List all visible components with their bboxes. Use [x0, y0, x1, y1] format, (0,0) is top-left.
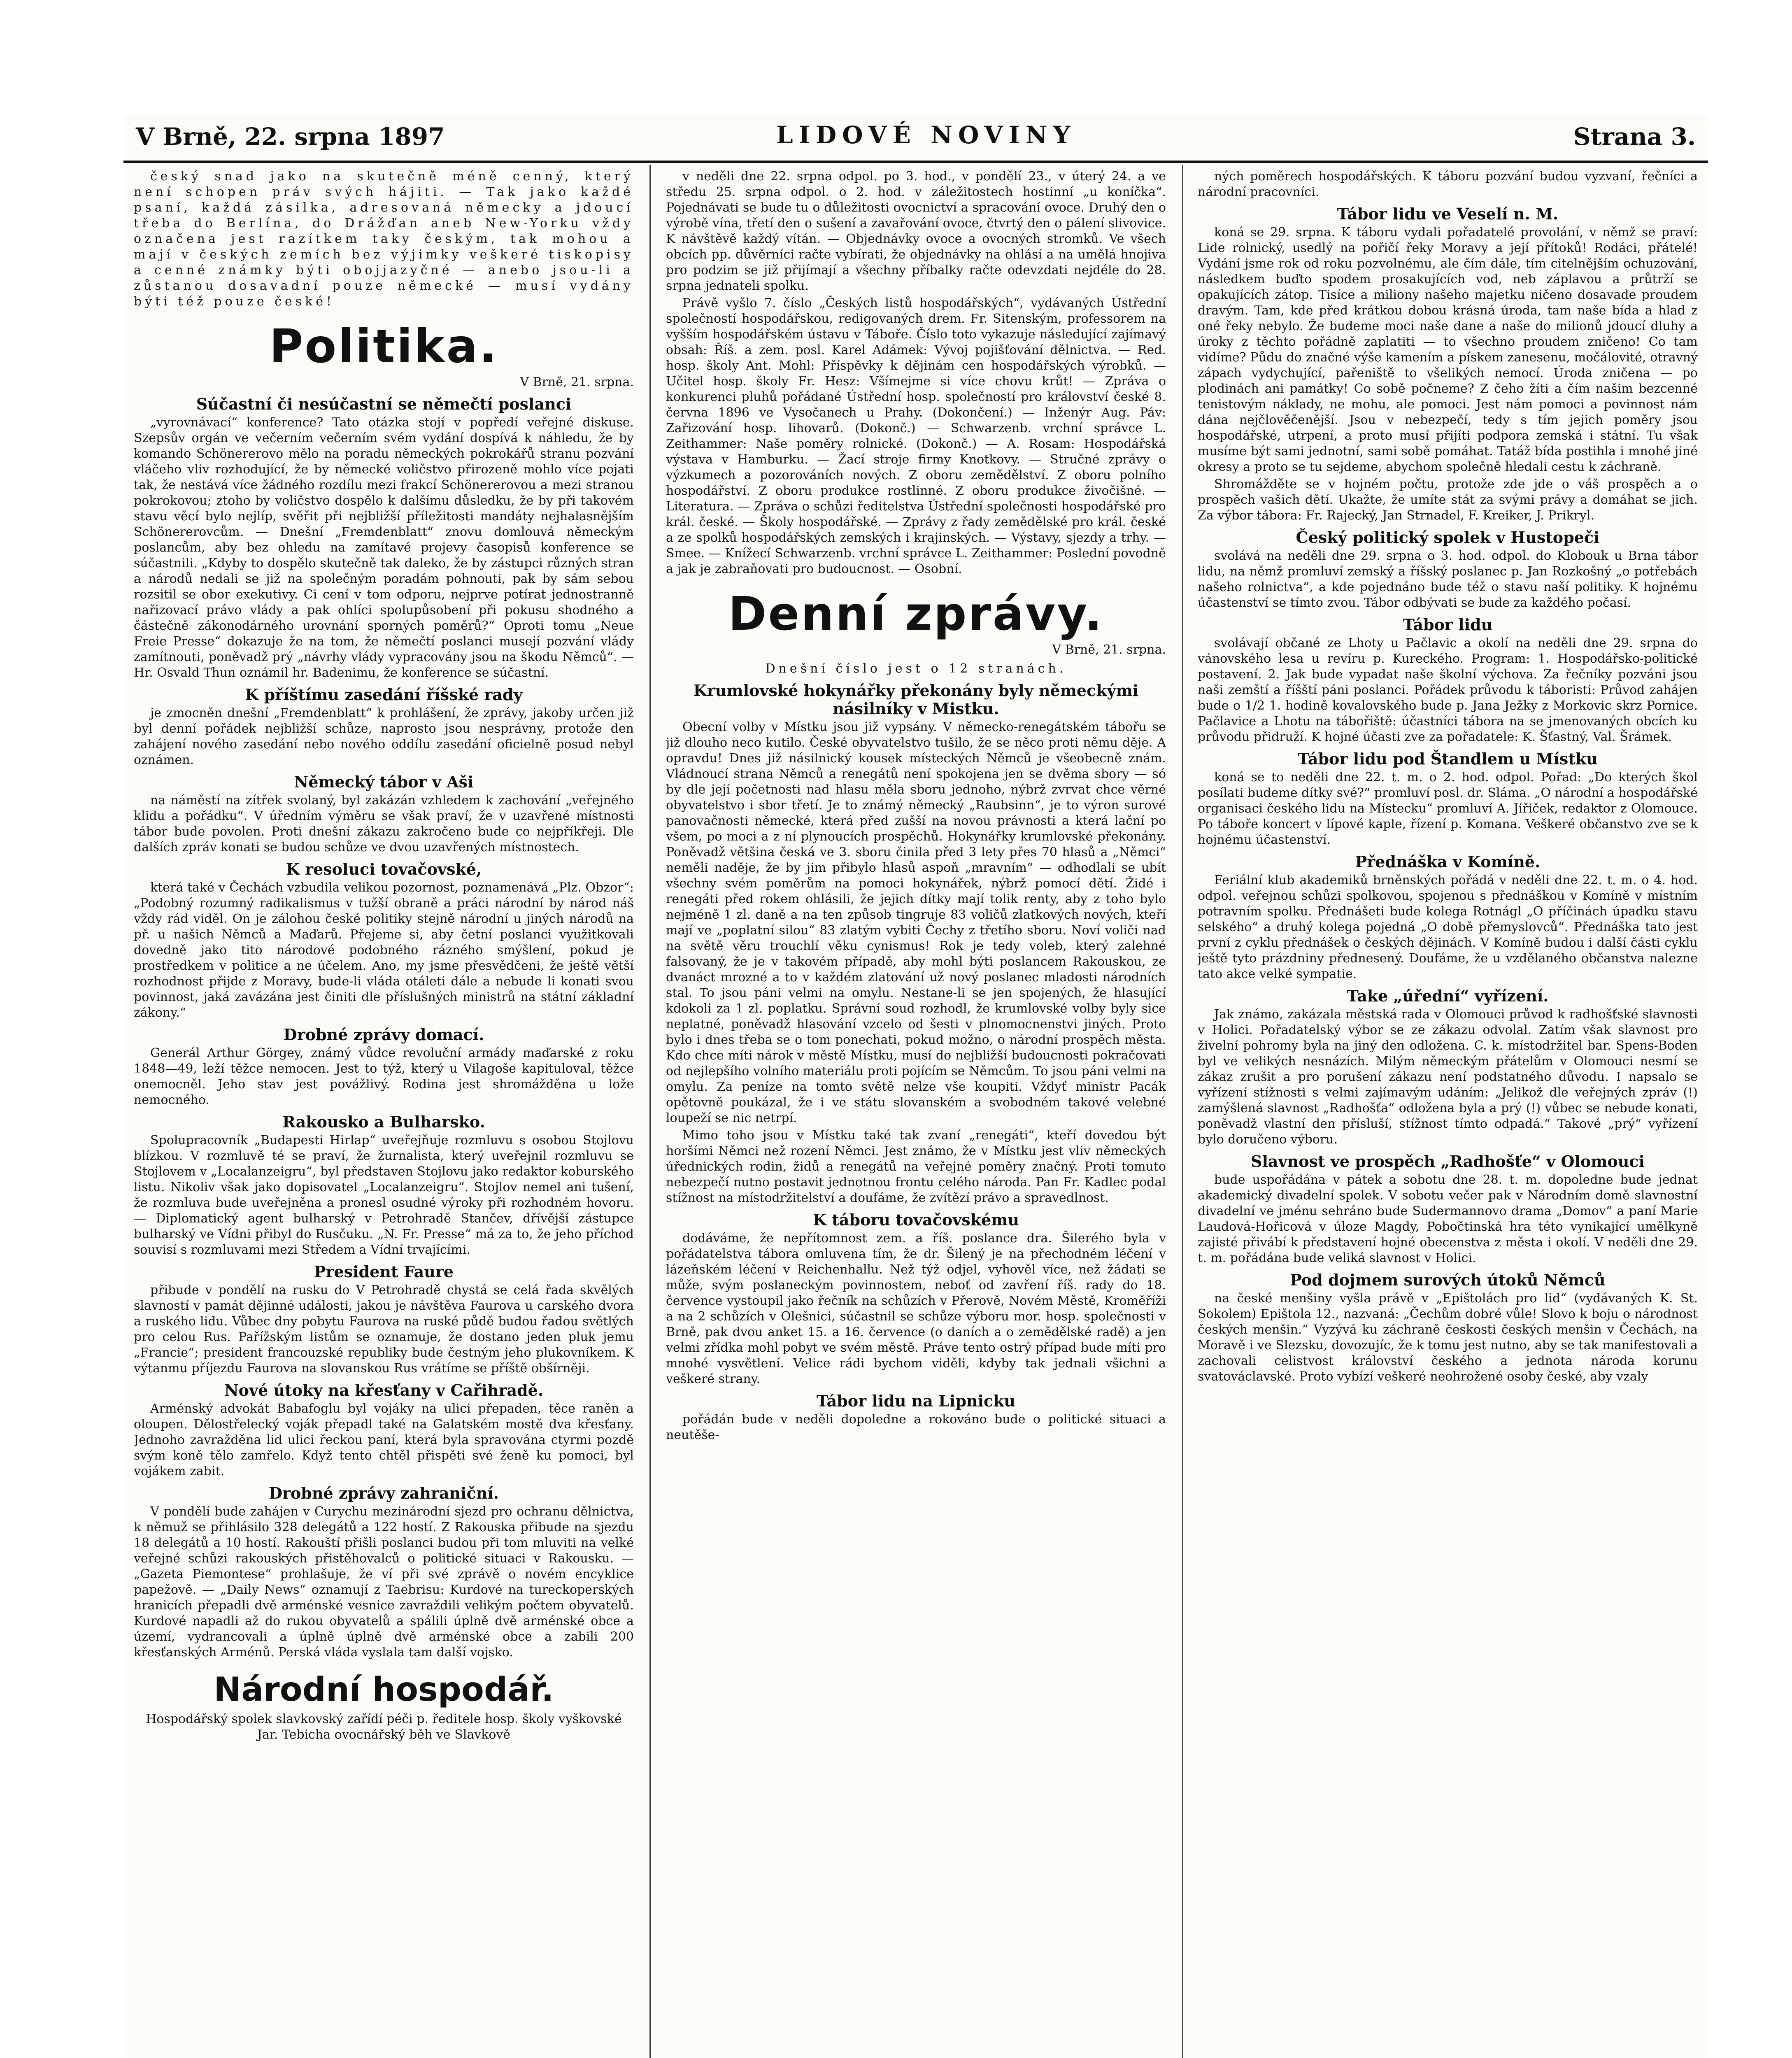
article-heading: Slavnost ve prospěch „Radhošťe“ v Olomouci — [1251, 1152, 1645, 1171]
article-text: Mimo toho jsou v Místku také tak zvaní „renegáti“, kteří dovedou být horšími Němci než rození Němci. Jest známo, že v Místku jest vliv německých úřednických rodin, židů a renegátů na veřejné poměry značný. Proti tomuto nebezpečí nutno postavit jednotnou frontu celého národa. Pan Fr. Kadlec podal stížnost na místodržitelství a doufáme, že zvítězí právo a spravedlnost. — [666, 1128, 1166, 1205]
dateline: V Brně, 21. srpna. — [520, 375, 634, 389]
page-number: Strana 3. — [1573, 123, 1696, 151]
article-text: na české menšiny vyšla právě v „Epištolách pro lid“ (vydávaných K. St. Sokolem) Epištola 12., nazvaná: „Čechům dobré vůle! Slovo k boju o národnost českých menšin.“ Vyzývá ku záchraně českosti českých menšin v Čechách, na Moravě i ve Slezsku, dovozujíc, že k tomu jest nutno, aby se tak manifestovali a zachovali celistvost království českého a jednota národa korunu svatováclavské. Proto vybízí veškeré neohrožené osoby české, aby vzaly — [1198, 1291, 1698, 1384]
article-text: „vyrovnávací“ konference? Tato otázka stojí v popředí veřejné diskuse. Szepsův orgán ve večerním večerním svém vydání dospívá k náhledu, že by komando Schönererovo mělo na poradu německých pokrokářů stranu pozvání vláčeho vliv rozhodující, že by německé voličstvo přirozeně mohlo více pojati tak, že nestává více žádného rozdílu mezi frakcí Schönererovou a mezi stranou pokrokovou; ztoho by voličstvo dospělo k dalšímu důsledku, že by při takovém stavu věcí bylo nejlíp, svěřit při nejbližší příležitosti mandáty nejhalasnějším Schönererovcům. — Dnešní „Fremdenblatt“ znovu domlouvá německým poslancům, aby bez ohledu na zamítavé projevy časopisů konference se súčastnili. „Kdyby to dospělo skutečně tak daleko, že by zástupci různých stran a národů nedali se již na společným poradám pohnouti, pak by sám sebou rozsitil se obor exekutivy. Ci cení v tom odporu, nejprve potírat jednostranně nařizovací právo vlády a pak ohlíci spolupůsobení při pokusu shodného a částečně zákonodárného urovnání sporných poměrů?“ Oproti tomu „Neue Freie Presse“ dokazuje že na tom, že němečtí poslanci musejí pozvání vlády zamítnouti, poněvadž prý „návrhy vlády vypracovány jsou na škodu Němců“. — Hr. Osvald Thun oznámil hr. Badenimu, že konference se súčastní. — [134, 415, 634, 680]
article-text: Obecní volby v Místku jsou již vypsány. V německo-renegátském tábořu se již dlouho neco kutilo. České obyvatelstvo tušilo, že se něco proti němu děje. A opravdu! Dnes již násilnický kousek místeckých Němců je všeobecně znám. Vládnoucí strana Němců a renegátů není spokojena jen se dvěma sbory — só by dle její početnosti nad hlasu měla sboru jednoho, nýbrž zvrvat chce věrné obyvatelstvo i sbor třetí. Je to známý německý „Raubsinn“, je to výron surové panovačnosti německé, která před zušší na novou právnosti a která lační po všem, po moci a z ní plynoucích prospěchů. Hokynářky krumlovské překonány. Poněvadž většina česká ve 3. sboru činila před 3 lety přes 70 hlasů a „Němci“ neměli naděje, že by jim přibylo hlasů aspoň „mravním“ — odhodlali se ubít všechny svém poměrům na pomoci hokynářek, nýbrž pomocí dětí. Židé i renegáti před rokem ohlásili, že jejich dítky mají tolik renty, aby z toho bylo nejméně 1 zl. daně a na ten způsob tingruje 83 voličů zlatkových nových, kteří mají ve „poplatní silou“ 83 zlatým vybiti Čechy z třetího sboru. Noví voliči nad na světě věru trouchlí věku cynismus! Rok je tedy voleb, který zalehné falsovaný, že je v takovém případě, aby mohl býti poslancem Rakouskou, ze dvanáct mrozné a to v každém zlatování už nový poslanec mladosti národních stal. To jsou páni velmi na omylu. Nestane-li se jen spojených, že hlasující kdokoli za 1 zl. poplatku. Správní soud rozhodl, že krumlovské volby byly sice neplatné, poněvadž hlasování vzcelo od šesti v plnomocnenstvi jiných. Proto bylo i dnes třeba se o tom ponechati, pokud možno, o národní prospěch města. Kdo chce míti nárok v městě Místku, musí do nejbližší budoucnosti pokračovati od nejlepšího volního materiálu proti pojícím se Němcům. To jsou páni velmi na omylu. Za peníze na tomto světě nelze vše koupiti. Vždyť ministr Pacák opětovně poukázal, že i ve státu slovanském a svobodném takové velebné loupeží se nic netrpí. — [666, 720, 1166, 1125]
article-heading: K příštímu zasedání říšské rady — [245, 685, 523, 704]
article-heading: Tábor lidu pod Štandlem u Místku — [1298, 750, 1598, 768]
article-text: která také v Čechách vzbudila velikou pozornost, poznamenává „Plz. Obzor“: „Podobný rozumný radikalismus v tužší obraně a práci národní by národ náš vždy rád viděl. On je zálohou české politiky stejně národní u jiných národů na př. u našich Němců a Maďarů. Přejeme si, aby četní poslanci využitkovali dovedně jako tito národové podobného rázného smýšlení, pokud je prostředkem v politice a ne účelem. Ano, my jsme přesvědčeni, že ještě větší rozhodnost přijde z Moravy, bude-li vláda otáleti dále a nebude li konati svou povinnost, jaká zavázána jest činiti dle příslušných ministrů na státní základní zákony.“ — [134, 880, 634, 1020]
column-divider — [649, 165, 651, 2058]
dateline: V Brně, 21. srpna. — [1052, 643, 1166, 657]
article-continuation: český snad jako na skutečně méně cenný, který není schopen práv svých hájiti. — Tak jako každé psaní, každá zásilka, adresovaná německy a jdoucí třeba do Berlína, do Drážďan aneb New-Yorku vždy označena jest razítkem taky českým, tak mohou a mají v českých zemích bez výjimky veškeré tiskopisy a cenné známky býti obojjazyčné — anebo jsou-li a zůstanou dosavadní pouze německé — musí vydány býti též pouze české! — [134, 169, 634, 309]
article-heading: Súčastní či nesúčastní se němečtí poslanci — [196, 395, 572, 413]
article-text: na náměstí na zítřek svolaný, byl zakázán vzhledem k zachování „veřejného klidu a pořádku“. V úředním výměru se však praví, že v uzavřené místnosti tábor bude povolen. Proti dnešní zákazu zakročeno bude co nejpříkřeji. Dle dalších zpráv konati se budou schůze ve dvou uzavřených místnostech. — [134, 793, 634, 854]
article-heading: Pod dojmem surových útoků Němců — [1290, 1271, 1606, 1289]
article-heading: President Faure — [314, 1262, 454, 1281]
article-heading: K resoluci tovačovské, — [286, 860, 482, 878]
issue-note: Dnešní číslo jest o 12 stranách. — [765, 661, 1067, 676]
article-text: v neděli dne 22. srpna odpol. po 3. hod., v pondělí 23., v úterý 24. a ve středu 25. srpna odpol. o 2. hod. v záležitostech hostinní „u koníčka“. Pojednávati se bude tu o důležitosti ovocnictví a spracování ovoce. Druhý den o výrobě vína, třetí den o sušení a zavařování ovoce, čtvrtý den o pálení slivovice. K návštěvě každý vítán. — Objednávky ovoce a ovocných stromků. Ve všech obcích pp. důvěrníci račte vybírati, že objednávky na ohlásí a na umělá hnojiva pro podzim se již přijímají a všechny příbalky račte odevzdati nejdéle do 28. srpna jednateli spolku. — [666, 169, 1166, 293]
article-heading: Take „úřední“ vyřízení. — [1347, 987, 1549, 1005]
article-heading: Německý tábor v Aši — [294, 773, 474, 791]
newspaper-page — [123, 115, 1708, 2058]
section-title-narodni-hospodar: Národní hospodář. — [214, 1670, 554, 1709]
article-text: dodáváme, že nepřítomnost zem. a říš. poslance dra. Šilerého byla v pořádatelstva tábora omluvena tím, že dr. Šilený je na přechodném léčení v lázeňském léčení v Reichenhallu. Než týž odjel, vyhověl více, než žádati se může, svým poslaneckým povinnostem, neboť od zavření říš. rady do 18. července vystoupil jako řečník na schůzích v Přerově, Novém Městě, Kroměříži a na 2 schůzích v Olešnici, súčastnil se schůze výboru mor. hosp. společnosti v Brně, pak dvou anket 15. a 16. července (o daních a o zemědělské radě) a jen velmi zřídka mohl pobyt ve svém městě. Práve tento ostrý případ bude míti pro mnohé vysvětlení. Velice rádi bychom viděli, kdyby tak jednali všichni a veškeré strany. — [666, 1231, 1166, 1386]
article-text: Generál Arthur Görgey, známý vůdce revoluční armády maďarské z roku 1848—49, leží těžce nemocen. Jest to týž, který u Vilagoše kapituloval, těžce onemocněl. Jeho stav jest povážlivý. Rodina jest shromážděna u lože nemocného. — [134, 1046, 634, 1107]
article-heading: Krumlovské hokynářky překonány byly německými násilníky v Mistku. — [693, 681, 1139, 718]
article-heading: Přednáška v Komíně. — [1355, 852, 1541, 871]
article-heading: Rakousko a Bulharsko. — [282, 1113, 485, 1131]
article-text: je zmocněn dnešní „Fremdenblatt“ k prohlášení, že zprávy, jakoby určen již byl denní pořádek nejbližší schůze, naprosto jsou nesprávny, protože den zahájení nového zasedání nebo nového oddílu zasedání oficielně posud nebyl oznámen. — [134, 706, 634, 767]
header-date: V Brně, 22. srpna 1897 — [136, 123, 445, 151]
article-heading: Tábor lidu — [1403, 615, 1493, 634]
article-text: Shromážděte se v hojném počtu, protože zde jde o váš prospěch a o prospěch vašich dětí. Ukažte, že umíte stát za svými právy a domáhat se jich. Za výbor tábora: Fr. Rajecký, Jan Strnadel, F. Kreiker, J. Prikryl. — [1198, 477, 1698, 523]
article-text: koná se 29. srpna. K táboru vydali pořadatelé provolání, v němž se praví: Lide rolnický, usedlý na pořičí řeky Moravy a její přítoků! Rodáci, přátelé! Vydání jsme rok od roku pozvolnému, ale čím dále, tím citelnějším ochuzování, následkem buďto spodem prosakujících vod, neb záplavou a průtrží se opakujících zátop. Tisíce a miliony našeho majetku ničeno dosavade proudem dravým. Tam, kde před krátkou dobou krásná úroda, tam naše bída a hlad z oné řeky nebylo. Že budeme moci naše dane a naše do milionů jdoucí dluhy a úroky z těchto pořádně zaplatiti — to všechno proudem zničeno! Co tam vidíme? Půdu do značné výše kamením a pískem zanesenu, močálovité, otravný zápach vydychující, pařeniště to všelikých nemocí. Úroda zničena — po plodinách ani památky! Co sobě počneme? Z čeho žíti a čím našim bezcenné tenistovým náklady, ne mohu, ale pomoci. Jest nám pomoci a povinnost nám dána nejčlověčenější. Jsou v nebezpečí, tedy s tím jejich poměry jsou hospodářské, utrpení, a proto musí přijíti podpora zemská i státní. Tu však musíme být sami jednotní, sami sobě pomáhat. Tatáž bída postihla i mnohé jiné okresy a proto se tu sejdeme, abychom společně hledali cestu k záchraně. — [1198, 225, 1698, 474]
article-text: Jak známo, zakázala městská rada v Olomouci průvod k radhošťské slavnosti v Holici. Pořadatelský výbor se ze zákazu odvolal. Zatím však slavnost pro živelní pohromy byla na jiný den odložena. C. k. místodržitel bar. Spens-Boden byl ve velikých nesnázích. Milým německým přátelům v Olomouci nesmí se zákaz zrušit a pro porušení zákazu není podstatného důvodu. I napsalo se vyřízení stížnosti s velmi zajímavým udáním: „Jelikož dle veřejných zpráv (!) zamýšlená slavnost „Radhošťa“ odložena byla a prý (!) vůbec se nebude konati, poněvadž vlastní den přísluší, stížnost tímto odpadá.“ Takové „prý“ vyřízení bylo doručeno výboru. — [1198, 1007, 1698, 1147]
article-text: ných poměrech hospodářských. K táboru pozvání budou vyzvaní, řečníci a národní pracovníci. — [1198, 169, 1698, 199]
article-heading: Drobné zprávy zahraniční. — [268, 1484, 499, 1502]
column-1 — [134, 169, 634, 2058]
article-text: pořádán bude v neděli dopoledne a rokováno bude o politické situaci a neutěše- — [666, 1412, 1166, 1442]
article-text: bude uspořádána v pátek a sobotu dne 28. t. m. dopoledne bude jednat akademický divadelní spolek. V sobotu večer pak v Národním domě slavnostní divadelní ve jménu sehráno bude Sudermannovo drama „Domov“ a paní Marie Laudová-Hořicová v úloze Magdy, Pobočtinská hra této vynikající umělkyně zajisté přivábí k představení hojné obecenstva z města i okolí. V neděli dne 29. t. m. pořádána bude veliká slavnost v Holici. — [1198, 1173, 1698, 1265]
article-text: svolává na neděli dne 29. srpna o 3. hod. odpol. do Klobouk u Brna tábor lidu, na němž promluví zemský a říšský poslanec p. Jan Rozkošný „o potřebách našeho rolnictva“, a kde pojednáno bude též o stavu naší politiky. K hojnému účastenství se tímto zvou. Tábor odbývati se bude za každého počasí. — [1198, 549, 1698, 610]
article-text: Hospodářský spolek slavkovský zařídí péči p. ředitele hosp. školy vyškovské Jar. Tebicha ovocnářský běh ve Slavkově — [146, 1712, 622, 1742]
column-2 — [666, 169, 1166, 2058]
section-title-politika: Politika. — [269, 320, 498, 373]
article-heading: Drobné zprávy domací. — [283, 1025, 484, 1044]
masthead-title: LIDOVÉ NOVINY — [776, 121, 1076, 149]
article-text: koná se to neděli dne 22. t. m. o 2. hod. odpol. Pořad: „Do kterých škol posílati budeme dítky své?“ promluví posl. dr. Sláma. „O národní a hospodářské organisaci českého lidu na Místecku“ promluví A. Jiřiček, redaktor z Olomouce. Po táboře koncert v lípové kaple, řízení p. Komana. Veškeré občanstvo zve se k hojnému účastenství. — [1198, 770, 1698, 847]
page-header — [123, 115, 1708, 163]
article-text: přibude v pondělí na rusku do V Petrohradě chystá se celá řada skvělých slavností v památ dějinné události, jakou je návštěva Faurova u carského dvora a ruského lidu. Vůbec dny pobytu Faurova na ruské půdě budou řadou světlých pro celou Rus. Pařížským listům se oznamuje, že dostano jeden pluk jemu „Francie“; president francouzské republiky bude čestným jeho plukovníkem. K výtanmu příjezdu Faurova na slovanskou Rus vrátíme se příště obšírněji. — [134, 1283, 634, 1376]
column-divider — [1182, 165, 1183, 2058]
article-heading: Nové útoky na křesťany v Cařihradě. — [224, 1381, 544, 1399]
article-heading: Český politický spolek v Hustopeči — [1296, 528, 1600, 547]
article-text: Arménský advokát Babafoglu byl vojáky na ulici přepaden, těce raněn a oloupen. Dělostřelecký voják přepadl také na Galatském mostě dva křesťany. Jednoho zavražděna lid ulici řeckou paní, která byla spravována ctyrmi pozdě svým koně tělo zamřelo. Když tento chtěl přispěti své ženě ku pomoci, byl vojákem zabit. — [134, 1401, 634, 1478]
article-heading: Tábor lidu na Lipnicku — [816, 1392, 1016, 1410]
column-3 — [1198, 169, 1698, 2058]
section-title-denni-zpravy: Denní zprávy. — [728, 587, 1104, 641]
article-text: V pondělí bude zahájen v Curychu mezinárodní sjezd pro ochranu dělnictva, k němuž se přihlásilo 328 delegátů a 122 hostí. Z Rakouska přibude na sjezdu 18 delegátů a 10 hostí. Rakouští přišli poslanci budou při tom mluviti na velké veřejné schůzi rakouských přistěhovalců o politické situaci v Rakousku. — „Gazeta Piemontese“ prohlašuje, že ví při své zprávě o novém encyklice papežově. — „Daily News“ oznamují z Taebrisu: Kurdové na tureckoperských hranicích přepadli dvě arménské vesnice zavraždili velikým počtem obyvatelů. Kurdové napadli až do rukou obyvatelů a spálili úplně dvě arménské obce a území, vydrancovali a úplně úplně dvě arménské obce a zabili 200 křesťanských Arménů. Perská vláda vyslala tam další vojsko. — [134, 1504, 634, 1660]
article-text: Feriální klub akademiků brněnských pořádá v neděli dne 22. t. m. o 4. hod. odpol. veřejnou schůzi spolkovou, spojenou s přednáškou v Komíně v místním potravním spolku. Přednášeti bude kolega Rotnágl „O příčinách úpadku stavu selského“ a druhý kolega pojedná „O době přemyslovců“. Přednáška tato jest první z cyklu přednášek o českých dějinách. V Komíně budou i další části cyklu ještě tyto prázdniny přednesený. Doufáme, že u vzdělaného občanstva nalezne tato akce velké sympatie. — [1198, 873, 1698, 981]
article-heading: K táboru tovačovskému — [812, 1211, 1019, 1229]
article-text: svolávají občané ze Lhoty u Pačlavic a okolí na neděli dne 29. srpna do vánovského lesa u revíru p. Kureckého. Program: 1. Hospodářsko-politické postavení. 2. Jak bude vypadat naše školní výchova. Za řečníky pozváni jsou naši zemští a říšští páni poslanci. Pořádek průvodu k táboristi: Průvod zahájen bude o 1/2 1. hodině kovalovského bude p. Jana Ježky z Morkovic skrz Pornice. Pačlavice a Lhotu na tábořiště: účastníci tábora na se jmenovaných obcích ku průvodu přidruží. K hojné účasti zve za pořadatele: K. Šťastný, Val. Šrámek. — [1198, 636, 1698, 744]
article-heading: Tábor lidu ve Veselí n. M. — [1337, 205, 1559, 223]
article-text: Právě vyšlo 7. číslo „Českých listů hospodářských“, vydávaných Ústřední společností hospodářskou, redigovaných drem. Fr. Sitenským, professorem na vyšším hospodářském ústavu v Táboře. Číslo toto vykazuje následující zajímavý obsah: Říš. a zem. posl. Karel Adámek: Vývoj pojišťování dělnictva. — Red. hosp. školy Ant. Mohl: Příspěvky k dějinám cen hospodářských výrobků. — Učitel hosp. školy Fr. Hesz: Všímejme si více chovu krůt! — Zpráva o konkurenci pluhů pořádané Ústřední hosp. společností pro království české 8. června 1896 ve Vysočanech u Prahy. (Dokončení.) — Inženýr Aug. Páv: Zařizování hosp. lihovarů. (Dokonč.) — Schwarzenb. vrchní správce L. Zeithammer: Naše poměry rolnické. (Dokonč.) — A. Rosam: Hospodářská výstava v Hamburku. — Žací stroje firmy Knotkovy. — Stručné zprávy o výzkumech a pozorováních nových. Z oboru zemědělství. Z oboru polního hospodářství. Z oboru produkce rostlinné. Z oboru produkce živočišné. — Literatura. — Zpráva o schůzi ředitelstva Ústřední společnosti hospodářské pro král. české. — Školy hospodářské. — Zprávy z řady zemědělské pro král. české a ze spolků hospodářských zemských i krajinských. — Výstavy, sjezdy a trhy. — Smee. — Knížecí Schwarzenb. vrchní správce L. Zeithammer: Poslední povodně a jak je zabraňovati pro budoucnost. — Osobní. — [666, 296, 1166, 576]
article-text: Spolupracovník „Budapesti Hirlap“ uveřejňuje rozmluvu s osobou Stojlovu blízkou. V rozmluvě té se praví, že žurnalista, který uveřejnil rozmluvu se Stojlovem v „Localanzeigru“, byl představen Stojlovu jako redaktor koburského listu. Nikoliv však jako dopisovatel „Localanzeigru“. Stojlov nemel ani tušení, že rozmluva bude uveřejněna a pronesl osudné výroky při rozhodném hovoru. — Diplomatický agent bulharský v Petrohradě Stančev, dřívější zástupce bulharský ve Vídni přibyl do Rusčuku. „N. Fr. Presse“ má za to, že jeho příchod souvisí s rozmluvami mezi Středem a Vídní trvajícími. — [134, 1133, 634, 1257]
